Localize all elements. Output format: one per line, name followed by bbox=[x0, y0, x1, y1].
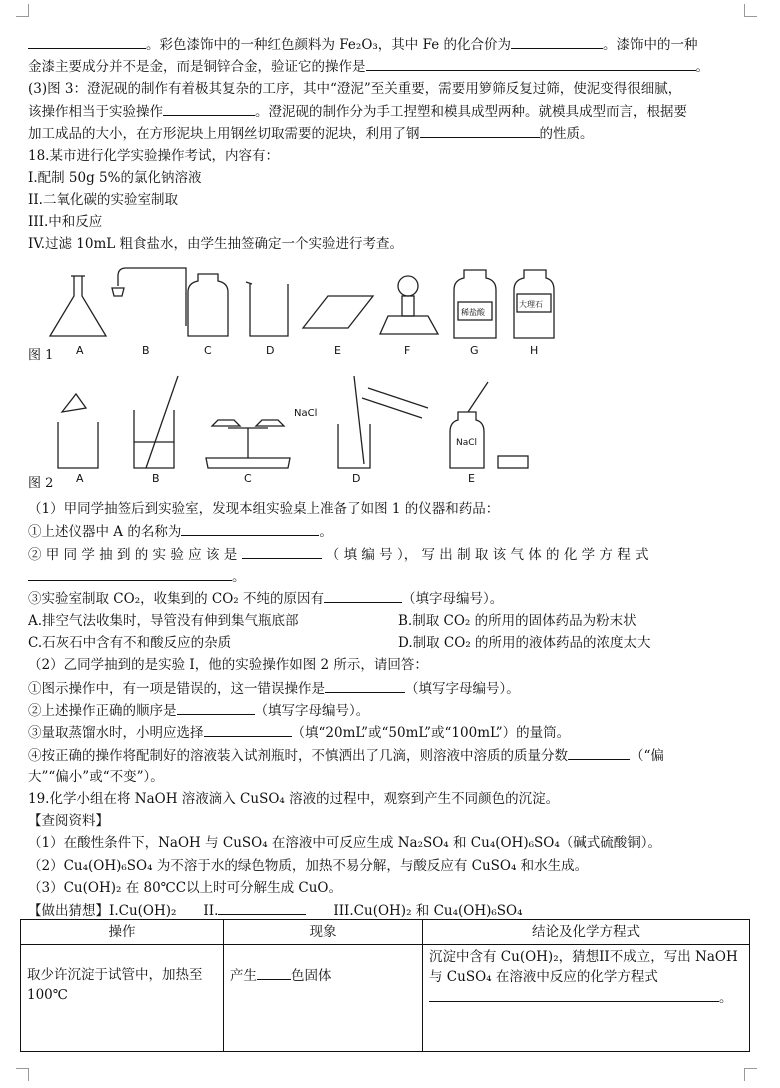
text-segment: 沉淀中含有 Cu(OH)₂，猜想II不成立，写出 NaOH bbox=[429, 949, 738, 965]
text-line: 大”“偏小”或“不变”）。 bbox=[28, 769, 164, 785]
text-segment: 。彩色漆饰中的一种红色颜料为 Fe₂O₃，其中 Fe 的化合价为 bbox=[146, 37, 512, 53]
text-line bbox=[28, 588, 756, 609]
option-row bbox=[28, 611, 756, 631]
answer-blank[interactable] bbox=[242, 544, 322, 559]
text-segment: 。 bbox=[695, 59, 709, 75]
text-segment: （填“20mL”或“50mL”或“100mL”）的量筒。 bbox=[291, 725, 571, 741]
crop-mark-top-left bbox=[16, 4, 29, 17]
text-segment: 。澄泥砚的制作分为手工捏塑和模具成型两种。就模具成型而言，根据要 bbox=[255, 104, 687, 120]
text-line: II.二氧化碳的实验室制取 bbox=[28, 192, 178, 208]
figure-2-apparatus bbox=[28, 372, 756, 492]
label-h: H bbox=[530, 344, 539, 357]
answer-blank[interactable] bbox=[429, 987, 719, 1002]
text-segment: ①图示操作中，有一项是错误的，这一错误操作是 bbox=[28, 681, 325, 697]
text-segment: （“偏 bbox=[630, 748, 664, 764]
text-line bbox=[28, 678, 756, 699]
answer-blank[interactable] bbox=[420, 123, 540, 138]
text-segment: ④按正确的操作将配制好的溶液装入试剂瓶时，不慎洒出了几滴，则溶液中溶质的质量分数 bbox=[28, 748, 568, 764]
experiment-table bbox=[20, 919, 750, 1052]
cell-conclusion bbox=[423, 945, 750, 1052]
text-line: （3）Cu(OH)₂ 在 80℃C以上时可分解生成 CuO。 bbox=[28, 880, 342, 896]
header-operation: 操作 bbox=[21, 920, 224, 945]
bottle-g-label: 稀盐酸 bbox=[461, 308, 485, 317]
text-line: （1）甲同学抽签后到实验室，发现本组实验桌上准备了如图 1 的仪器和药品： bbox=[28, 501, 500, 517]
figure-1 bbox=[28, 256, 756, 366]
text-segment: ①上述仪器中 A 的名称为 bbox=[28, 524, 182, 540]
text-segment: ② 甲 同 学 抽 到 的 实 验 应 该 是 bbox=[28, 547, 242, 563]
text-segment: 的性质。 bbox=[539, 126, 594, 142]
text-line bbox=[28, 34, 756, 55]
text-segment: （填写字母编号）。 bbox=[254, 703, 370, 719]
label-d: D bbox=[352, 472, 361, 485]
text-segment: （ 填 编 号 ）， 写 出 制 取 该 气 体 的 化 学 方 程 式 bbox=[321, 547, 649, 563]
crop-mark-top-right bbox=[744, 4, 757, 17]
text-segment: III.Cu(OH)₂ 和 Cu₄(OH)₆SO₄ bbox=[306, 903, 523, 919]
answer-blank[interactable] bbox=[163, 101, 255, 116]
text-segment: 。 bbox=[232, 569, 246, 585]
option-d: D.制取 CO₂ 的所用的液体药品的浓度太大 bbox=[398, 635, 651, 651]
text-line bbox=[28, 566, 756, 587]
crop-mark-bottom-left bbox=[16, 1068, 29, 1081]
question-18-heading: 18.某市进行化学实验操作考试，内容有： bbox=[28, 148, 279, 164]
text-line: (3)图 3：澄泥砚的制作有着极其复杂的工序，其中“澄泥”至关重要，需要用箩筛反复过筛，使泥变得很细腻， bbox=[28, 81, 682, 97]
text-line bbox=[28, 521, 756, 542]
text-line: （1）在酸性条件下，NaOH 与 CuSO₄ 在溶液中可反应生成 Na₂SO₄ 和 Cu₄(OH)₆SO₄（碱式硫酸铜）。 bbox=[28, 835, 661, 851]
text-segment: ③实验室制取 CO₂，收集到的 CO₂ 不纯的原因有 bbox=[28, 591, 324, 607]
answer-blank[interactable] bbox=[511, 34, 603, 49]
bottle-h-label: 大理石 bbox=[519, 300, 543, 309]
question-19-heading: 19.化学小组在将 NaOH 溶液滴入 CuSO₄ 溶液的过程中，观察到产生不同颜色的沉淀。 bbox=[28, 791, 560, 807]
nacl-label-e: NaCl bbox=[456, 438, 478, 448]
text-line bbox=[28, 544, 756, 565]
text-segment: 色固体 bbox=[291, 968, 332, 984]
nacl-label-c: NaCl bbox=[294, 408, 318, 419]
section-heading: 【查阅资料】 bbox=[28, 813, 109, 829]
label-d: D bbox=[266, 344, 275, 357]
option-a: A.排空气法收集时，导管没有伸到集气瓶底部 bbox=[28, 613, 299, 629]
label-f: F bbox=[404, 344, 411, 357]
table-header-row bbox=[21, 920, 750, 945]
answer-blank[interactable] bbox=[568, 745, 630, 760]
text-segment: 。 bbox=[429, 987, 743, 1008]
text-line: （2）乙同学抽到的是实验 I，他的实验操作如图 2 所示，请回答： bbox=[28, 657, 428, 673]
answer-blank[interactable] bbox=[218, 900, 306, 915]
text-segment: 与 CuSO₄ 在溶液中反应的化学方程式 bbox=[429, 969, 658, 985]
label-g: G bbox=[470, 344, 479, 357]
text-line bbox=[28, 101, 756, 122]
header-conclusion: 结论及化学方程式 bbox=[423, 920, 750, 945]
text-segment: 该操作相当于实验操作 bbox=[28, 104, 163, 120]
label-e: E bbox=[334, 344, 341, 357]
cell-phenomenon bbox=[224, 945, 423, 1052]
text-segment: （填写字母编号）。 bbox=[405, 681, 520, 697]
crop-mark-bottom-right bbox=[744, 1068, 757, 1081]
text-line: I.配制 50g 5%的氯化钠溶液 bbox=[28, 170, 202, 186]
label-a: A bbox=[76, 472, 84, 485]
label-e: E bbox=[468, 472, 475, 485]
option-b: B.制取 CO₂ 的所用的固体药品为粉末状 bbox=[398, 613, 637, 629]
answer-blank[interactable] bbox=[28, 566, 232, 581]
text-segment: 。 bbox=[319, 524, 333, 540]
text-segment: 产生 bbox=[230, 968, 257, 984]
label-b: B bbox=[152, 472, 160, 485]
answer-blank[interactable] bbox=[181, 521, 319, 536]
figure-2-caption: 图 2 bbox=[28, 476, 54, 491]
text-line bbox=[28, 900, 756, 921]
text-line bbox=[28, 722, 756, 743]
text-segment: （填字母编号）。 bbox=[402, 591, 504, 607]
label-c: C bbox=[244, 472, 252, 485]
text-line bbox=[28, 123, 756, 144]
text-line bbox=[28, 745, 756, 766]
text-line: IV.过滤 10mL 粗食盐水，由学生抽签确定一个实验进行考查。 bbox=[28, 236, 404, 252]
cell-operation: 取少许沉淀于试管中，加热至 100℃ bbox=[21, 945, 224, 1052]
answer-blank[interactable] bbox=[325, 678, 405, 693]
text-segment: 。漆饰中的一种 bbox=[603, 37, 698, 53]
table-row bbox=[21, 945, 750, 1052]
answer-blank[interactable] bbox=[257, 965, 291, 980]
answer-blank[interactable] bbox=[204, 722, 292, 737]
figure-1-apparatus bbox=[28, 256, 756, 366]
label-a: A bbox=[76, 344, 84, 357]
answer-blank[interactable] bbox=[366, 56, 696, 71]
header-phenomenon: 现象 bbox=[224, 920, 423, 945]
answer-blank[interactable] bbox=[28, 34, 146, 49]
text-segment: 【做出猜想】I.Cu(OH)₂ II. bbox=[28, 903, 219, 919]
answer-blank[interactable] bbox=[324, 588, 402, 603]
text-segment: 加工成品的大小，在方形泥块上用钢丝切取需要的泥块，利用了钢 bbox=[28, 126, 420, 142]
option-c: C.石灰石中含有不和酸反应的杂质 bbox=[28, 635, 232, 651]
text-line: III.中和反应 bbox=[28, 214, 103, 230]
text-segment: 金漆主要成分并不是金，而是铜锌合金，验证它的操作是 bbox=[28, 59, 366, 75]
label-c: C bbox=[204, 344, 212, 357]
text-segment: ②上述操作正确的顺序是 bbox=[28, 703, 177, 719]
figure-2 bbox=[28, 372, 756, 492]
answer-blank[interactable] bbox=[177, 700, 255, 715]
text-segment: ③量取蒸馏水时，小明应选择 bbox=[28, 725, 204, 741]
label-b: B bbox=[142, 344, 150, 357]
figure-1-caption: 图 1 bbox=[28, 348, 54, 363]
text-line bbox=[28, 56, 756, 77]
option-row bbox=[28, 633, 756, 653]
text-line bbox=[28, 700, 756, 721]
text-line: （2）Cu₄(OH)₆SO₄ 为不溶于水的绿色物质，加热不易分解，与酸反应有 CuSO₄ 和水生成。 bbox=[28, 858, 589, 874]
